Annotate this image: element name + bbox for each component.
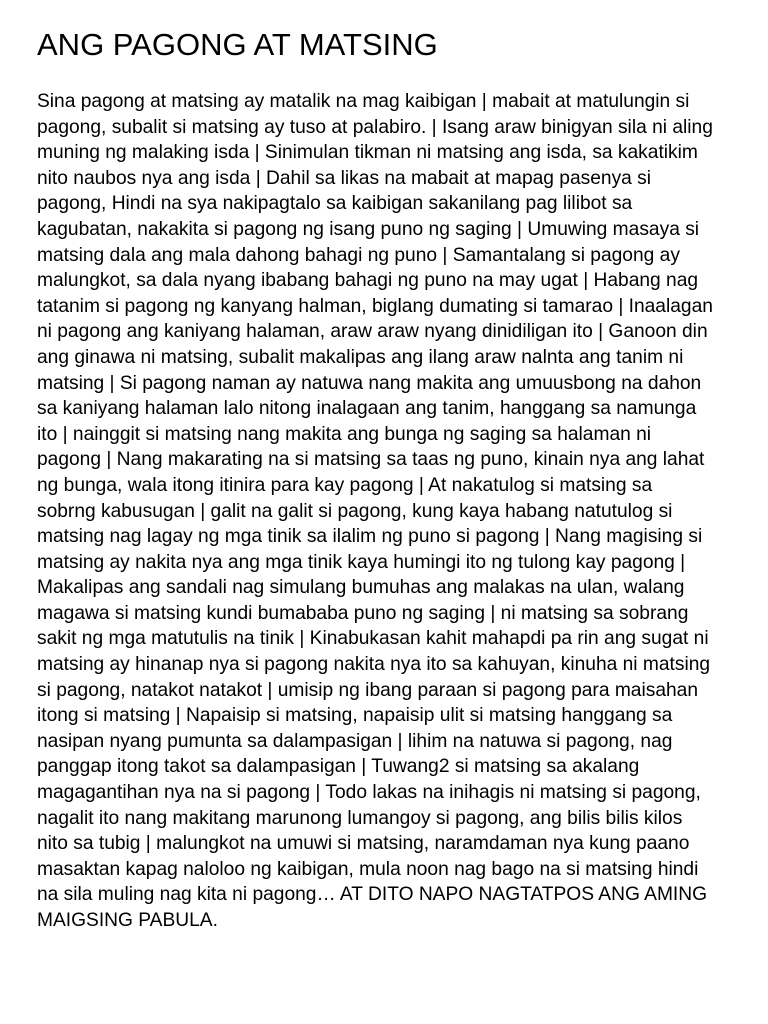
document-title: ANG PAGONG AT MATSING [37,27,438,62]
story-paragraph: Sina pagong at matsing ay matalik na mag kaibigan | mabait at matulungin si pagong, subalit si matsing ay tuso at palabiro. | Isang araw binigyan sila ni aling muning ng malaking isda | Sinimulan tikman ni matsing ang isda, sa kakatikim nito naubos nya ang isda | Dahil sa likas na mabait at mapag pasenya si pagong, Hindi na sya nakipagtalo sa kaibigan sakanilang pag lilibot sa kagubatan, nakakita si pagong ng isang puno ng saging | Umuwing masaya si matsing dala ang mala dahong bahagi ng puno | Samantalang si pagong ay malungkot, sa dala nyang ibabang bahagi ng puno na may ugat | Habang nag tatanim si pagong ng kanyang halman, biglang dumating si tamarao | Inaalagan ni pagong ang kaniyang halaman, araw araw nyang dinidiligan ito | Ganoon din ang ginawa ni matsing, subalit makalipas ang ilang araw nalnta ang tanim ni matsing | Si pagong naman ay natuwa nang makita ang umuusbong na dahon sa kaniyang halaman lalo nitong inalagaan ang tanim, hanggang sa namunga ito | nainggit si matsing nang makita ang bunga ng saging sa halaman ni pagong | Nang makarating na si matsing sa taas ng puno, kinain nya ang lahat ng bunga, wala itong itinira para kay pagong | At nakatulog si matsing sa sobrng kabusugan | galit na galit si pagong, kung kaya habang natutulog si matsing nag lagay ng mga tinik sa ilalim ng puno si pagong | Nang magising si matsing ay nakita nya ang mga tinik kaya humingi ito ng tulong kay pagong | Makalipas ang sandali nag simulang bumuhas ang malakas na ulan, walang magawa si matsing kundi bumababa puno ng saging | ni matsing sa sobrang sakit ng mga matutulis na tinik | Kinabukasan kahit mahapdi pa rin ang sugat ni matsing ay hinanap nya si pagong nakita nya ito sa kahuyan, kinuha ni matsing si pagong, natakot natakot | umisip ng ibang paraan si pagong para maisahan itong si matsing | Napaisip si matsing, napaisip ulit si matsing hanggang sa nasipan nyang pumunta sa dalampasigan | lihim na natuwa si pagong, nag panggap itong takot sa dalampasigan | Tuwang2 si matsing sa akalang magagantihan nya na si pagong | Todo lakas na inihagis ni matsing si pagong, nagalit ito nang makitang marunong lumangoy si pagong, ang bilis bilis kilos nito sa tubig | malungkot na umuwi si matsing, naramdaman nya kung paano masaktan kapag naloloo ng kaibigan, mula noon nag bago na si matsing hindi na sila muling nag kita ni pagong… AT DITO NAPO NAGTATPOS ANG AMING MAIGSING PABULA. [37,91,713,931]
